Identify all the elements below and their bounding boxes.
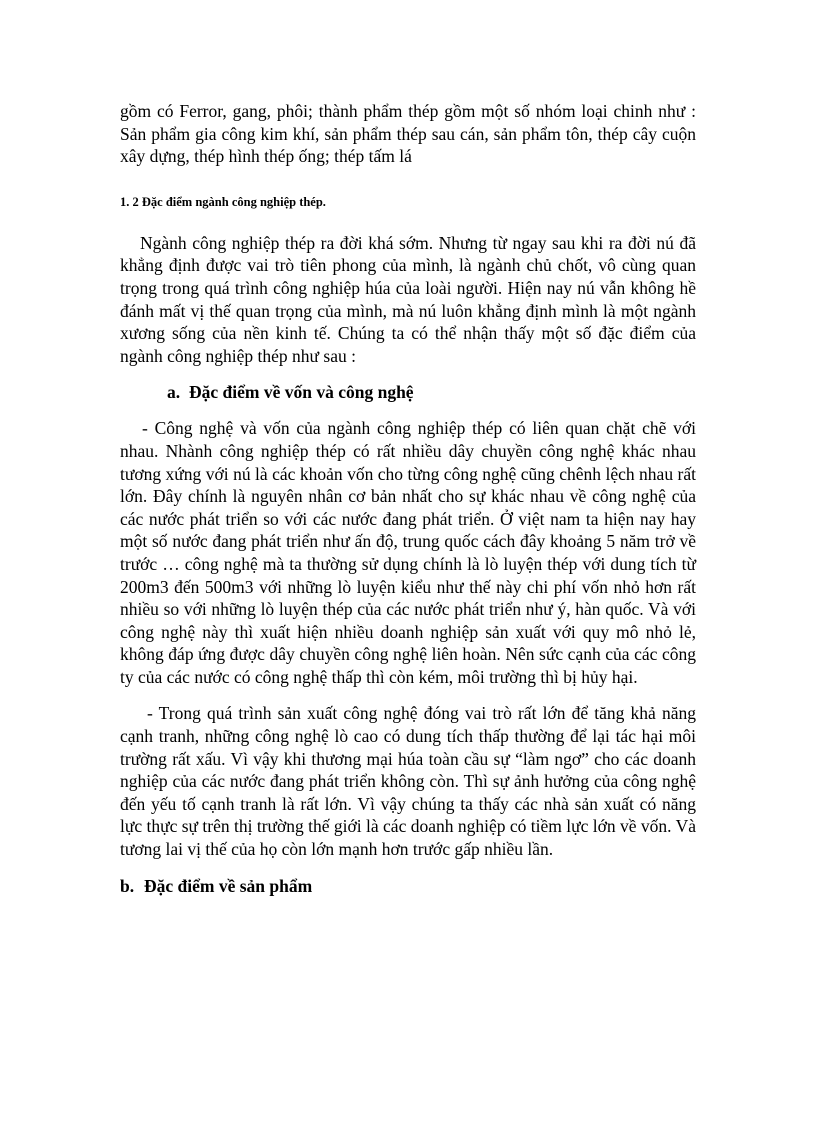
section-heading: 1. 2 Đặc điểm ngành công nghiệp thép. [120, 194, 326, 209]
intro-paragraph: gồm có Ferror, gang, phôi; thành phẩm thép gồm một số nhóm loại chinh như : Sản phẩm gia công kim khí, sản phẩm thép sau cán, sản phẩm tôn, thép cây cuộn xây dựng, thép hình thép ống; thép tấm lá [120, 101, 696, 167]
paragraph-capital-technology-2: - Trong quá trình sản xuất công nghệ đóng vai trò rất lớn để tăng khả năng cạnh tranh, những công nghệ lò cao có dung tích thấp thường để lại tác hại môi trường rất xấu. Vì vậy khi thương mại húa toàn cầu sự “làm ngơ” cho các doanh nghiệp của các nước đang phát triển không còn. Thì sự ảnh hưởng của công nghệ đến yếu tố cạnh tranh là rất lớn. Vì vậy chúng ta thấy các nhà sản xuất có năng lực thực sự trên thị trường thế giới là các doanh nghiệp có tiềm lực lớn về vốn. Và tương lai vị thế của họ còn lớn mạnh hơn trước gấp nhiều lần. [120, 703, 696, 860]
subsection-b-marker: b. [120, 875, 135, 896]
subsection-a-marker: a. [167, 382, 181, 403]
subsection-b-title: Đặc điểm về sản phẩm [144, 875, 313, 896]
section-paragraph: Ngành công nghiệp thép ra đời khá sớm. Nhưng từ ngay sau khi ra đời nú đã khẳng định được vai trò tiên phong của mình, là ngành chủ chốt, vô cùng quan trọng trong quá trình công nghiệp húa của loài người. Hiện nay nú vẫn không hề đánh mất vị thế quan trọng của mình, mà nú luôn khẳng định mình là một ngành xương sống của nền kinh tế. Chúng ta có thể nhận thấy một số đặc điểm của ngành công nghiệp thép như sau : [120, 232, 696, 366]
subsection-b-heading [120, 875, 696, 897]
subsection-a-title: Đặc điểm về vốn và công nghệ [189, 382, 414, 403]
subsection-a-heading [120, 381, 696, 403]
paragraph-capital-technology-1: - Công nghệ và vốn của ngành công nghiệp thép có liên quan chặt chẽ với nhau. Nhành công nghiệp thép có rất nhiều dây chuyền công nghệ khác nhau tương xứng với nú là các khoản vốn cho từng công nghệ cũng chênh lệch nhau rất lớn. Đây chính là nguyên nhân cơ bản nhất cho sự khác nhau về công nghệ của các nước phát triển so với các nước đang phát triển. Ở việt nam ta hiện nay hay một số nước đang phát triển như ấn độ, trung quốc cách đây khoảng 5 năm trở về trước … công nghệ mà ta thường sử dụng chính là lò luyện thép với dung tích từ 200m3 đến 500m3 với những lò luyện kiểu như thế này chi phí vốn nhỏ hơn rất nhiều so với những lò luyện thép của các nước phát triển như ý, hàn quốc. Và với công nghệ này thì xuất hiện nhiều doanh nghiệp sản xuất với quy mô nhỏ lẻ, không đáp ứng được dây chuyền công nghệ liên hoàn. Nên sức cạnh của các công ty của các nước có công nghệ thấp thì còn kém, môi trường thì bị hủy hại. [120, 418, 696, 687]
document-page [120, 100, 696, 897]
